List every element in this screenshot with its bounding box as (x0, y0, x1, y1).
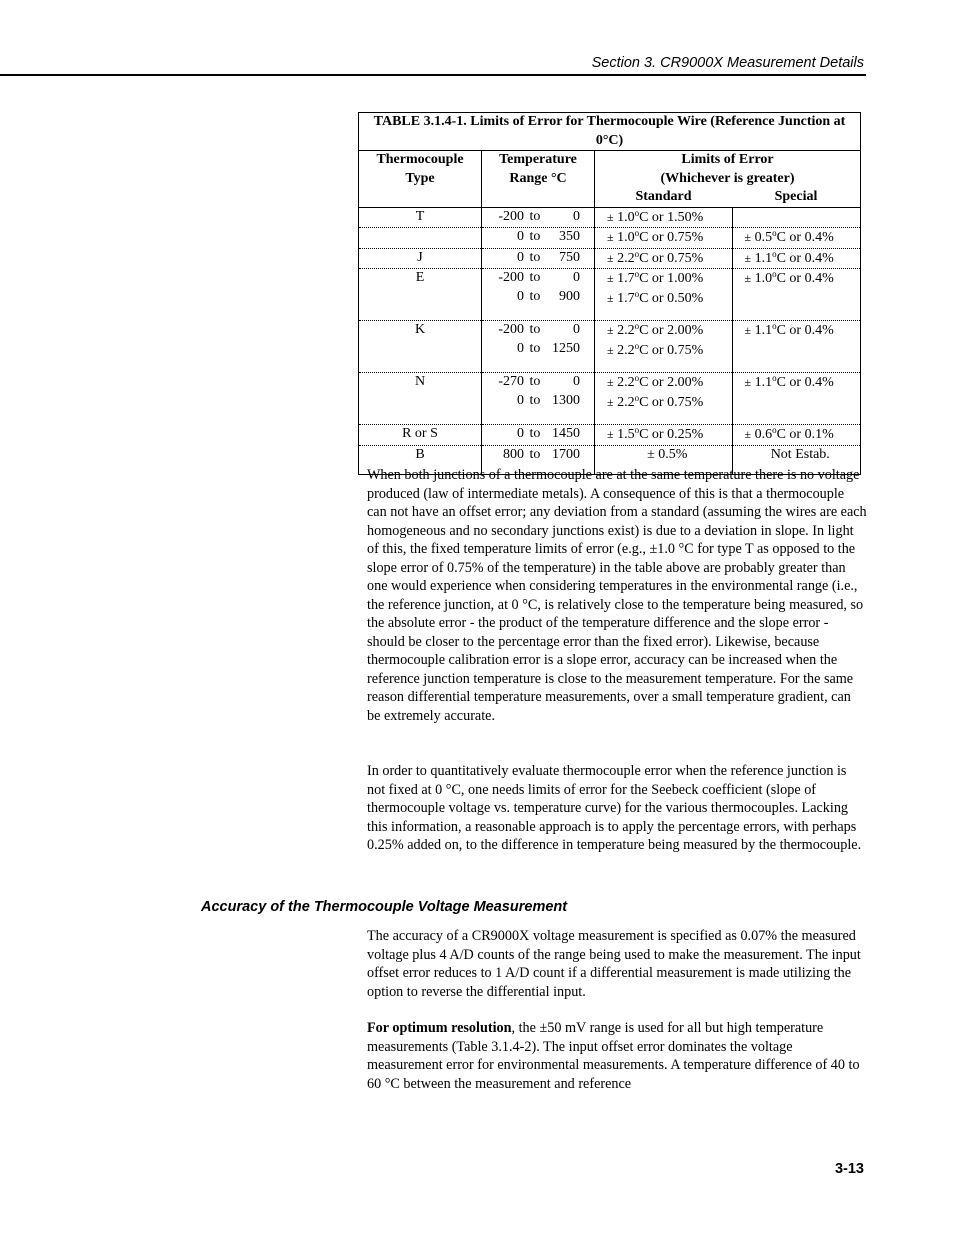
cell-standard: ± $1.0^oC$ or 1.50% (595, 208, 733, 228)
table-row (359, 373, 861, 425)
cell-range: 800 to 1700 (482, 445, 595, 475)
cell-type (359, 228, 482, 249)
table-row (359, 228, 861, 249)
paragraph-3: The accuracy of a CR9000X voltage measurement is specified as 0.07% the measured voltage plus 4 A/D counts of the range being used to make the measurement. The input offset error reduces to 1 A/D count if a differential measurement is made utilizing the option to reverse the differential input. (367, 928, 861, 1000)
col-header-limits: Limits of Error (Whichever is greater) (595, 151, 861, 189)
cell-standard: ± $1.5^oC$ or 0.25% (595, 425, 733, 446)
col-header-special: Special (732, 188, 861, 207)
cell-standard: ± 0.5% (595, 445, 733, 475)
cell-type: R or S (359, 425, 482, 446)
subsection-heading: Accuracy of the Thermocouple Voltage Measurement (201, 899, 568, 915)
cell-standard: ± $2.2^oC$ or 2.00% ± $2.2^oC$ or 0.75% (595, 321, 733, 373)
table-row (359, 425, 861, 446)
table-row (359, 269, 861, 321)
table-row (359, 208, 861, 228)
cell-special: ± $1.1^oC$ or 0.4% (732, 321, 861, 373)
cell-standard: ± $1.0^oC$ or 0.75% (595, 228, 733, 249)
cell-range: 0 to 1450 (482, 425, 595, 446)
paragraph-2: In order to quantitatively evaluate thermocouple error when the reference junction is not fixed at 0 °C, one needs limits of error for the Seebeck coefficient (slope of thermocouple voltage vs. temperature curve) for the various thermocouples. Lacking this information, a reasonable approach is to apply the percentage errors, with perhaps 0.25% added on, to the difference in temperature being measured by the thermocouple. (367, 763, 862, 853)
cell-special (732, 208, 861, 228)
cell-type: T (359, 208, 482, 228)
cell-standard: ± $1.7^oC$ or 1.00% ± $1.7^oC$ or 0.50% (595, 269, 733, 321)
cell-special: ± $0.5^oC$ or 0.4% (732, 228, 861, 249)
table-caption: TABLE 3.1.4-1. Limits of Error for Thermocouple Wire (Reference Junction at 0°C) (359, 113, 861, 151)
paragraph-1: When both junctions of a thermocouple are at the same temperature there is no voltage produced (law of intermediate metals). A consequence of this is that a thermocouple can not have an offset error; any deviation from a standard (assuming the wires are each homogeneous and no secondary junctions exist) is due to a deviation in slope. In light of this, the fixed temperature limits of error (e.g., ±1.0 °C for type T as opposed to the slope error of 0.75% of the temperature) in the table above are probably greater than one would experience when considering temperatures in the environmental range (i.e., the reference junction, at 0 °C, is relatively close to the temperature being measured, so the absolute error - the product of the temperature difference and the slope error - should be closer to the percentage error than the fixed error). Likewise, because thermocouple calibration error is a slope error, accuracy can be increased when the reference junction temperature is close to the measurement temperature. For the same reason differential temperature measurements, over a small temperature gradient, can be extremely accurate. (367, 467, 867, 724)
col-header-range: Temperature Range °C (482, 151, 595, 208)
thermocouple-error-table (358, 112, 861, 475)
cell-type: N (359, 373, 482, 425)
cell-standard: ± $2.2^oC$ or 2.00% ± $2.2^oC$ or 0.75% (595, 373, 733, 425)
paragraph-4: For optimum resolution, the ±50 mV range is used for all but high temperature measurements (Table 3.1.4-2). The input offset error dominates the voltage measurement error for environmental measurements. A temperature difference of 40 to 60 °C between the measurement and reference (367, 1020, 860, 1092)
table-row (359, 321, 861, 373)
cell-type: E (359, 269, 482, 321)
table-row (359, 248, 861, 269)
running-header: Section 3. CR9000X Measurement Details (591, 55, 864, 71)
cell-special: ± $0.6^oC$ or 0.1% (732, 425, 861, 446)
cell-range: -200 to 0 0 to 1250 (482, 321, 595, 373)
cell-range: -270 to 0 0 to 1300 (482, 373, 595, 425)
cell-type: J (359, 248, 482, 269)
cell-special: ± $1.0^oC$ or 0.4% (732, 269, 861, 321)
cell-special: ± $1.1^oC$ or 0.4% (732, 373, 861, 425)
cell-type: B (359, 445, 482, 475)
cell-range: 0 to 350 (482, 228, 595, 249)
cell-range: -200 to 0 (482, 208, 595, 228)
cell-special: ± $1.1^oC$ or 0.4% (732, 248, 861, 269)
cell-special: Not Estab. (732, 445, 861, 475)
cell-range: 0 to 750 (482, 248, 595, 269)
cell-standard: ± $2.2^oC$ or 0.75% (595, 248, 733, 269)
page-number: 3-13 (834, 1161, 864, 1177)
cell-type: K (359, 321, 482, 373)
col-header-type: Thermocouple Type (359, 151, 482, 208)
cell-range: -200 to 0 0 to 900 (482, 269, 595, 321)
col-header-standard: Standard (595, 188, 733, 207)
header-rule (0, 74, 866, 76)
